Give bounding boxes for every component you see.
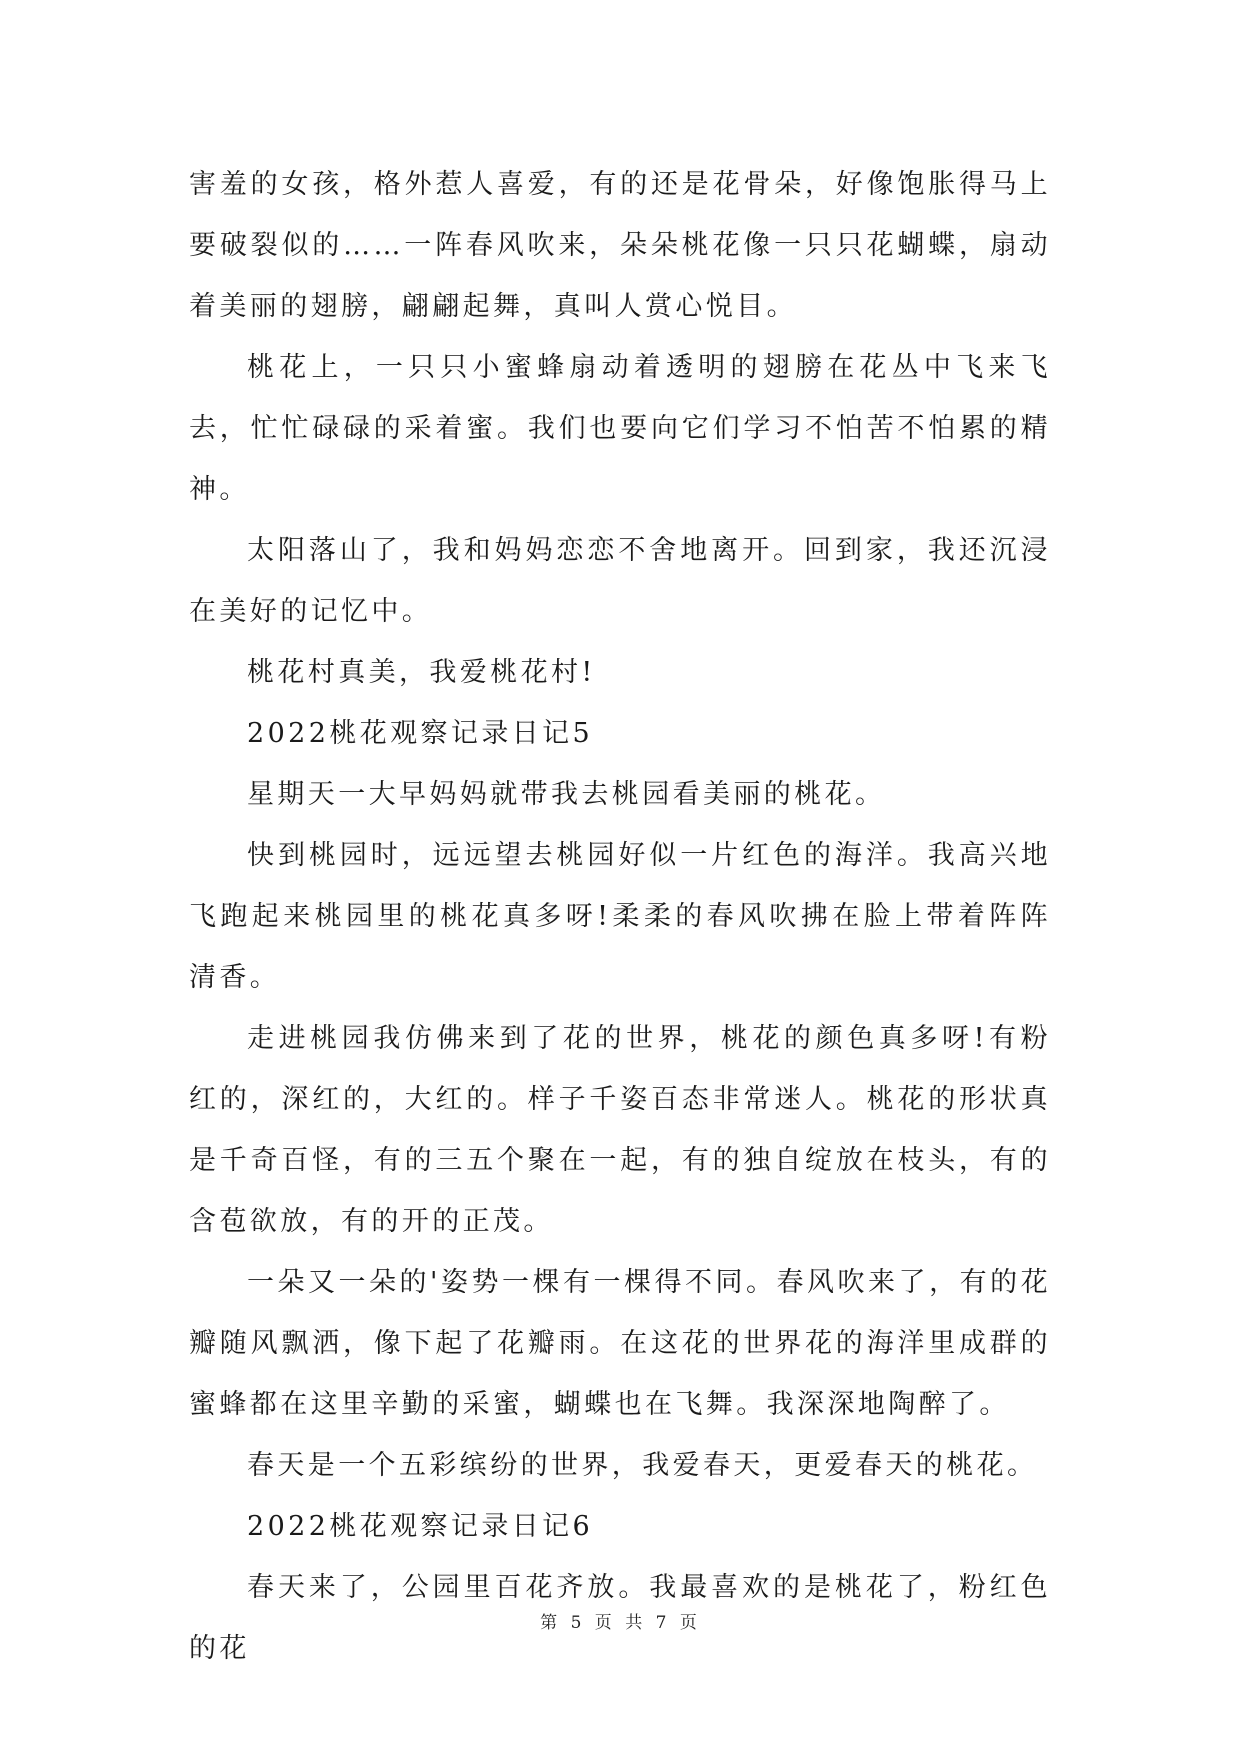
paragraph-6: 星期天一大早妈妈就带我去桃园看美丽的桃花。 xyxy=(247,779,886,810)
paragraph-7: 快到桃园时，远远望去桃园好似一片红色的海洋。我高兴地飞跑起来桃园里的桃花真多呀!柔柔的春风吹拂在脸上带着阵阵清香。 xyxy=(189,840,1051,993)
paragraph-8: 走进桃园我仿佛来到了花的世界，桃花的颜色真多呀!有粉红的，深红的，大红的。样子千姿百态非常迷人。桃花的形状真是千奇百怪，有的三五个聚在一起，有的独自绽放在枝头，有的含苞欲放，有的开的正茂。 xyxy=(189,1023,1051,1237)
paragraph-3: 太阳落山了，我和妈妈恋恋不舍地离开。回到家，我还沉浸在美好的记忆中。 xyxy=(189,535,1051,627)
page-number-footer: 第 5 页 共 7 页 xyxy=(540,1613,701,1633)
paragraph-10: 春天是一个五彩缤纷的世界，我爱春天，更爱春天的桃花。 xyxy=(247,1450,1038,1481)
section-heading-diary-5: 2022桃花观察记录日记5 xyxy=(247,718,594,749)
paragraph-1: 害羞的女孩，格外惹人喜爱，有的还是花骨朵，好像饱胀得马上要破裂似的……一阵春风吹来，朵朵桃花像一只只花蝴蝶，扇动着美丽的翅膀，翩翩起舞，真叫人赏心悦目。 xyxy=(189,169,1051,322)
section-heading-diary-6: 2022桃花观察记录日记6 xyxy=(247,1511,594,1542)
paragraph-12: 春天来了，公园里百花齐放。我最喜欢的是桃花了，粉红色的花 xyxy=(189,1572,1051,1664)
paragraph-2: 桃花上，一只只小蜜蜂扇动着透明的翅膀在花丛中飞来飞去，忙忙碌碌的采着蜜。我们也要向它们学习不怕苦不怕累的精神。 xyxy=(189,352,1051,505)
paragraph-4: 桃花村真美，我爱桃花村! xyxy=(247,657,596,688)
document-body xyxy=(189,154,1051,1679)
paragraph-9: 一朵又一朵的'姿势一棵有一棵得不同。春风吹来了，有的花瓣随风飘洒，像下起了花瓣雨。在这花的世界花的海洋里成群的蜜蜂都在这里辛勤的采蜜，蝴蝶也在飞舞。我深深地陶醉了。 xyxy=(189,1267,1051,1420)
